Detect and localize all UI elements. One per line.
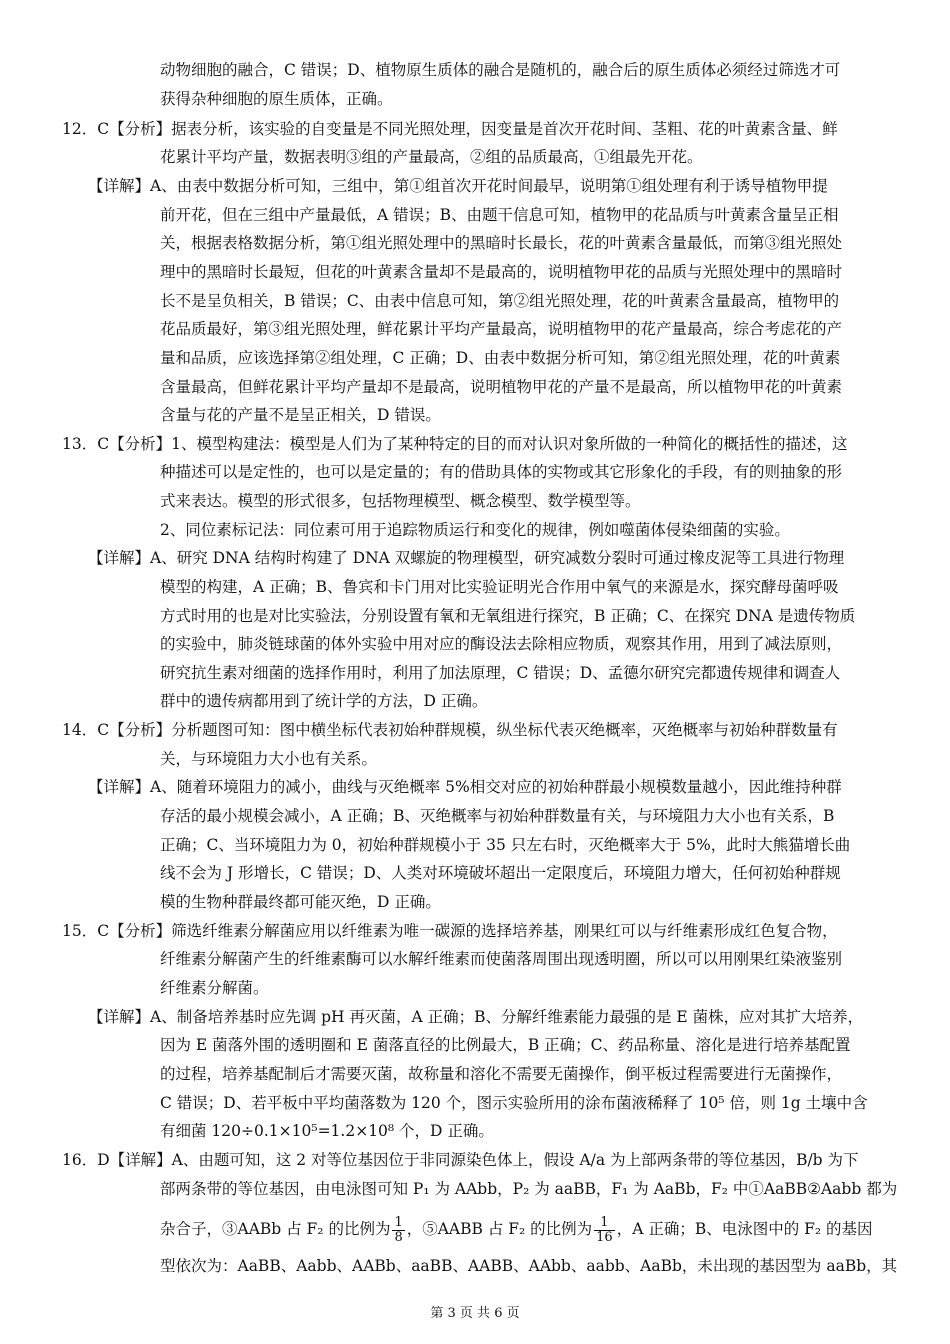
fraction-numerator: 1 xyxy=(394,1214,403,1230)
text-line: 花品质最好，第③组光照处理，鲜花累计平均产量最高，说明植物甲的花产量最高，综合考虑花的产 xyxy=(160,320,843,338)
text-line: 的过程，培养基配制后才需要灭菌，故称量和溶化不需要无菌操作，倒平板过程需要进行无菌操作， xyxy=(160,1065,843,1083)
text-line: 2、同位素标记法：同位素可用于追踪物质运行和变化的规律，例如噬菌体侵染细菌的实验。 xyxy=(160,521,790,539)
text-line: 前开花，但在三组中产量最低，A 错误；B、由题干信息可知，植物甲的花品质与叶黄素含量呈正相 xyxy=(160,206,839,224)
text-line: 方式时用的也是对比实验法，分别设置有氧和无氧组进行探究，B 正确；C、在探究 DNA 是遗传物质 xyxy=(160,607,856,625)
answer-15-header: 15．C【分析】筛选纤维素分解菌应用以纤维素为唯一碳源的选择培养基，刚果红可以与纤维素形成红色复合物， xyxy=(62,922,838,940)
answer-12-header: 12．C【分析】据表分析，该实验的自变量是不同光照处理，因变量是首次开花时间、茎粗、花的叶黄素含量、鲜 xyxy=(62,120,838,138)
text-line: 式来表达。模型的形式很多，包括物理模型、概念模型、数学模型等。 xyxy=(160,492,641,510)
text-line: 量和品质，应该选择第②组处理，C 正确；D、由表中数据分析可知，第②组光照处理，花的叶黄素 xyxy=(160,349,841,367)
text-line: 因为 E 菌落外围的透明圈和 E 菌落直径的比例最大，B 正确；C、药品称量、溶化是进行培养基配置 xyxy=(160,1036,851,1054)
text-line: C 错误；D、若平板中平均菌落数为 120 个，图示实验所用的涂布菌液稀释了 10⁵ 倍，则 1g 土壤中含 xyxy=(160,1094,868,1112)
text-line: 种描述可以是定性的，也可以是定量的；有的借助具体的实物或其它形象化的手段，有的则抽象的形 xyxy=(160,463,843,481)
text-line: 正确；C、当环境阻力为 0，初始种群规模小于 35 只左右时，灭绝概率大于 5%，此时大熊猫增长曲 xyxy=(160,836,851,854)
detail-line: 【详解】A、研究 DNA 结构时构建了 DNA 双螺旋的物理模型，研究减数分裂时可通过橡皮泥等工具进行物理 xyxy=(88,549,845,567)
fraction-one-sixteenth xyxy=(594,1216,615,1245)
text-line: 模型的构建，A 正确；B、鲁宾和卡门用对比实验证明光合作用中氧气的来源是水，探究酵母菌呼吸 xyxy=(160,578,839,596)
text-line: 含量最高，但鲜花累计平均产量却不是最高，说明植物甲花的产量不是最高，所以植物甲花的叶黄素 xyxy=(160,378,843,396)
fraction-denominator: 16 xyxy=(596,1229,613,1245)
fraction-denominator: 8 xyxy=(394,1229,403,1245)
fraction-line-part-c: ，A 正确；B、电泳图中的 F₂ 的基因 xyxy=(616,1220,873,1238)
text-line: 含量与花的产量不是呈正相关，D 错误。 xyxy=(160,406,441,424)
detail-line: 【详解】A、由表中数据分析可知，三组中，第①组首次开花时间最早，说明第①组处理有利于诱导植物甲提 xyxy=(88,177,828,195)
fraction-line xyxy=(160,1212,873,1246)
text-line: 获得杂种细胞的原生质体，正确。 xyxy=(160,90,393,108)
answer-14-header: 14．C【分析】分析题图可知：图中横坐标代表初始种群规模，纵坐标代表灭绝概率，灭绝概率与初始种群数量有 xyxy=(62,721,838,739)
text-line: 长不是呈负相关，B 错误；C、由表中信息可知，第②组光照处理，花的叶黄素含量最高，植物甲的 xyxy=(160,292,840,310)
fraction-line-part-b: ，⑤AABB 占 F₂ 的比例为 xyxy=(406,1220,593,1238)
text-line: 关，根据表格数据分析，第①组光照处理中的黑暗时长最长，花的叶黄素含量最低，而第③组光照处 xyxy=(160,234,843,252)
text-line: 动物细胞的融合，C 错误；D、植物原生质体的融合是随机的，融合后的原生质体必须经过筛选才可 xyxy=(160,61,841,79)
text-line: 纤维素分解菌产生的纤维素酶可以水解纤维素而使菌落周围出现透明圈，所以可以用刚果红染液鉴别 xyxy=(160,950,843,968)
detail-line: 【详解】A、随着环境阻力的减小，曲线与灭绝概率 5%相交对应的初始种群最小规模数量越小，因此维持种群 xyxy=(88,778,842,796)
detail-line: 【详解】A、制备培养基时应先调 pH 再灭菌，A 正确；B、分解纤维素能力最强的是 E 菌株，应对其扩大培养， xyxy=(88,1008,864,1026)
text-line: 关，与环境阻力大小也有关系。 xyxy=(160,750,378,768)
text-line: 有细菌 120÷0.1×10⁵=1.2×10⁸ 个，D 正确。 xyxy=(160,1122,494,1140)
text-line: 型依次为：AaBB、Aabb、AABb、aaBB、AABB、AAbb、aabb、AaBb，未出现的基因型为 aaBb，其 xyxy=(160,1257,898,1275)
text-line: 群中的遗传病都用到了统计学的方法，D 正确。 xyxy=(160,692,488,710)
text-line: 的实验中，肺炎链球菌的体外实验中用对应的酶设法去除相应物质，观察其作用，用到了减法原则， xyxy=(160,635,843,653)
answer-13-header: 13．C【分析】1、模型构建法：模型是人们为了某种特定的目的而对认识对象所做的一种简化的概括性的描述，这 xyxy=(62,435,848,453)
fraction-line-part-a: 杂合子，③AABb 占 F₂ 的比例为 xyxy=(160,1220,391,1238)
text-line: 存活的最小规模会减小，A 正确；B、灭绝概率与初始种群数量有关，与环境阻力大小也有关系，B xyxy=(160,807,835,825)
text-line: 线不会为 J 形增长，C 错误；D、人类对环境破坏超出一定限度后，环境阻力增大，任何初始种群规 xyxy=(160,864,841,882)
text-line: 理中的黑暗时长最短，但花的叶黄素含量却不是最高的，说明植物甲花的品质与光照处理中的黑暗时 xyxy=(160,263,843,281)
page-footer: 第 3 页 共 6 页 xyxy=(430,1306,520,1321)
fraction-numerator: 1 xyxy=(594,1216,615,1231)
text-line: 模的生物种群最终都可能灭绝，D 正确。 xyxy=(160,893,441,911)
answer-16-header: 16．D【详解】A、由题可知，这 2 对等位基因位于非同源染色体上，假设 A/a 为上部两条带的等位基因，B/b 为下 xyxy=(62,1151,859,1169)
text-line: 纤维素分解菌。 xyxy=(160,979,269,997)
fraction-one-eighth xyxy=(392,1216,404,1245)
text-line: 研究抗生素对细菌的选择作用时，利用了加法原理，C 错误；D、孟德尔研究完都遗传规律和调查人 xyxy=(160,664,841,682)
text-line: 花累计平均产量，数据表明③组的产量最高，②组的品质最高，①组最先开花。 xyxy=(160,148,703,166)
text-line: 部两条带的等位基因，由电泳图可知 P₁ 为 AAbb，P₂ 为 aaBB，F₁ 为 AaBb，F₂ 中①AaBB②Aabb 都为 xyxy=(160,1180,898,1198)
